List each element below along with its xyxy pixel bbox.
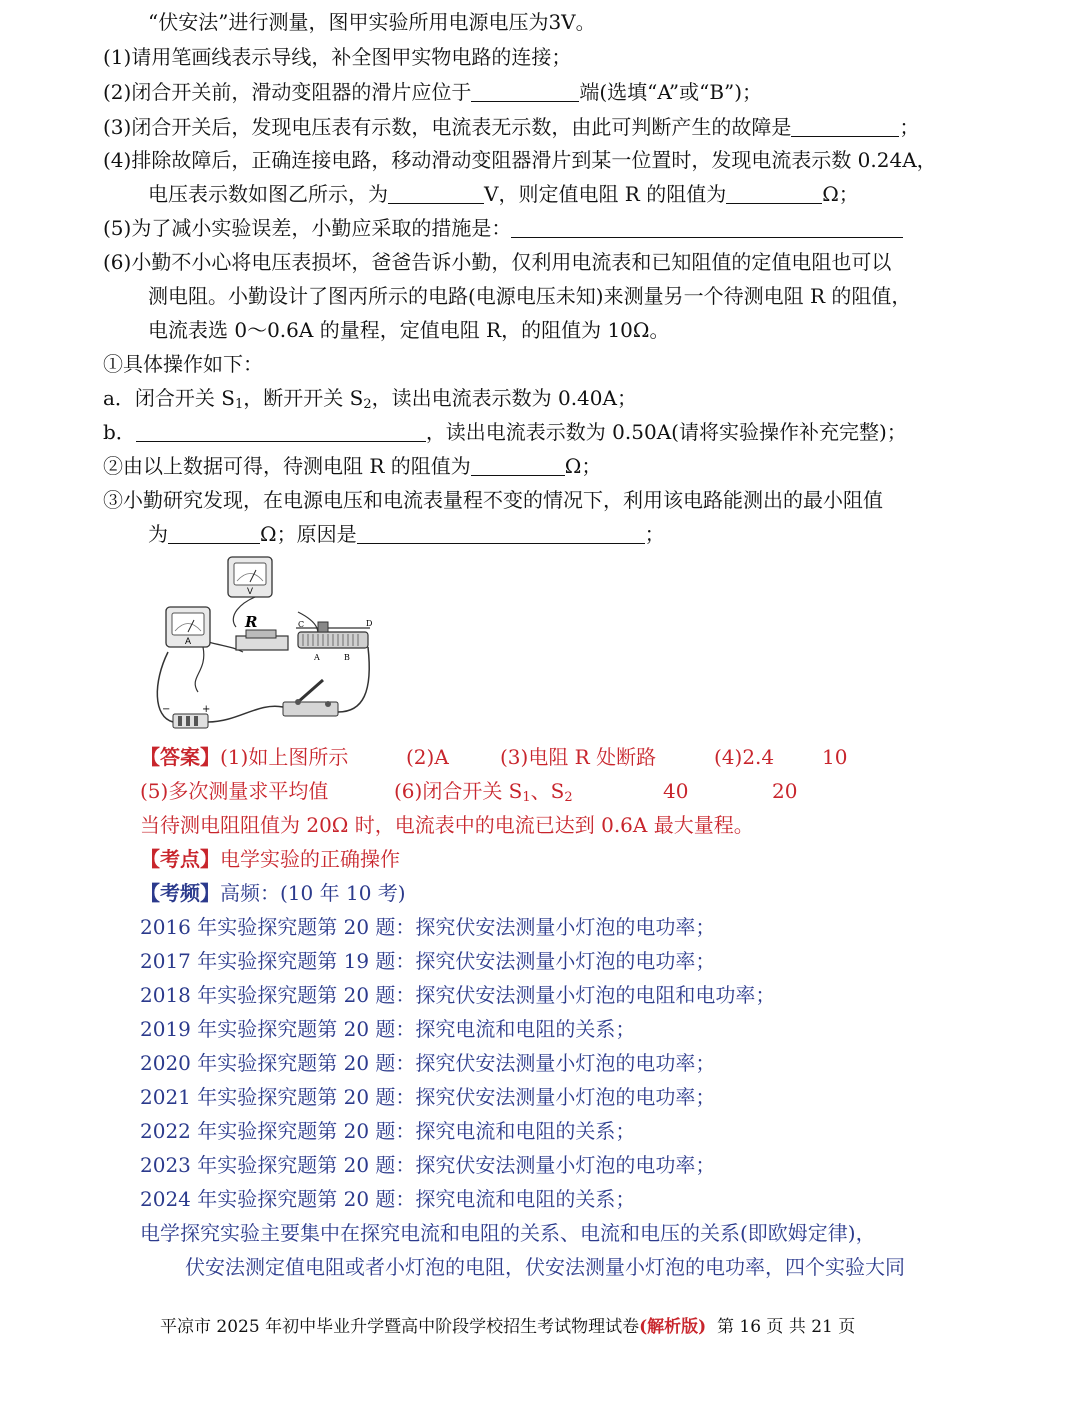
ammeter bbox=[166, 607, 210, 647]
question-4-text-a: 电压表示数如图乙所示，为 bbox=[148, 182, 388, 206]
question-6-line2: 测电阻。小勤设计了图丙所示的电路(电源电压未知)来测量另一个待测电阻 R 的阻值， bbox=[148, 284, 912, 308]
history-item: 2021 年实验探究题第 20 题：探究伏安法测量小灯泡的电功率； bbox=[140, 1085, 716, 1109]
history-item: 2017 年实验探究题第 19 题：探究伏安法测量小灯泡的电功率； bbox=[140, 949, 716, 973]
footer-title: 平凉市 2025 年初中毕业升学暨高中阶段学校招生考试物理试卷 bbox=[160, 1317, 640, 1337]
kaopin-text: 高频：(10 年 10 考) bbox=[220, 881, 406, 905]
step-3-text-c: ； bbox=[644, 522, 665, 546]
answer-reason: 当待测电阻阻值为 20Ω 时，电流表中的电流已达到 0.6A 最大量程。 bbox=[140, 813, 754, 837]
answer-4: (4)2.4 bbox=[714, 745, 775, 769]
history-item: 2024 年实验探究题第 20 题：探究电流和电阻的关系； bbox=[140, 1187, 636, 1211]
step-2 bbox=[103, 454, 601, 478]
answer-blank-step2[interactable] bbox=[471, 455, 565, 476]
step-a-sub2: 2 bbox=[363, 397, 372, 412]
answer-6-mid: 、S bbox=[530, 779, 565, 803]
question-6-line3: 电流表选 0～0.6A 的量程，定值电阻 R，的阻值为 10Ω。 bbox=[148, 318, 670, 342]
step-3-line1: ③小勤研究发现，在电源电压和电流表量程不变的情况下，利用该电路能测出的最小阻值 bbox=[103, 488, 883, 512]
answer-1: (1)如上图所示 bbox=[220, 745, 349, 769]
kaodian-line bbox=[140, 847, 400, 871]
battery bbox=[162, 704, 210, 728]
voltmeter-label: V bbox=[247, 586, 254, 596]
step-3-text-a: 为 bbox=[148, 522, 168, 546]
history-item: 2016 年实验探究题第 20 题：探究伏安法测量小灯泡的电功率； bbox=[140, 915, 716, 939]
answer-6-sub1: 1 bbox=[522, 790, 531, 805]
step-a bbox=[103, 386, 637, 417]
kaodian-text: 电学实验的正确操作 bbox=[220, 847, 400, 871]
question-1: (1)请用笔画线表示导线，补全图甲实物电路的连接； bbox=[103, 45, 572, 69]
answer-blank-4a[interactable] bbox=[388, 183, 484, 204]
step-a-post: ，读出电流表示数为 0.40A； bbox=[371, 386, 637, 410]
summary-line2: 伏安法测定值电阻或者小灯泡的电阻，伏安法测量小灯泡的电功率，四个实验大同 bbox=[185, 1255, 905, 1279]
history-item: 2022 年实验探究题第 20 题：探究电流和电阻的关系； bbox=[140, 1119, 636, 1143]
answer-40: 40 bbox=[663, 779, 689, 803]
page-footer bbox=[160, 1316, 855, 1338]
summary-line1: 电学探究实验主要集中在探究电流和电阻的关系、电流和电压的关系(即欧姆定律)， bbox=[140, 1221, 876, 1245]
kaopin-line bbox=[140, 881, 406, 905]
question-4-text-c: Ω； bbox=[822, 182, 859, 206]
question-3 bbox=[103, 115, 919, 139]
page-number: 第 16 页 共 21 页 bbox=[716, 1317, 856, 1337]
answer-blank-4b[interactable] bbox=[726, 183, 822, 204]
rheostat bbox=[296, 619, 372, 662]
terminal-b: B bbox=[344, 653, 350, 662]
answer-blank-step3a[interactable] bbox=[168, 523, 260, 544]
question-4-line1: (4)排除故障后，正确连接电路，移动滑动变阻器滑片到某一位置时，发现电流表示数 0.24A， bbox=[103, 148, 937, 172]
circuit-figure bbox=[148, 552, 388, 732]
step-1: ①具体操作如下： bbox=[103, 352, 263, 376]
answer-line2 bbox=[140, 779, 820, 803]
answer-3: (3)电阻 R 处断路 bbox=[500, 745, 657, 769]
step-a-pre: a．闭合开关 S bbox=[103, 386, 235, 410]
answer-tag: 【答案】 bbox=[140, 745, 220, 769]
intro-line: “伏安法”进行测量，图甲实验所用电源电压为3V。 bbox=[148, 10, 596, 34]
ammeter-label: A bbox=[185, 636, 192, 646]
question-2-text: (2)闭合开关前，滑动变阻器的滑片应位于 bbox=[103, 80, 472, 104]
footer-edition: (解析版) bbox=[639, 1317, 707, 1337]
answer-4b: 10 bbox=[822, 745, 848, 769]
kaopin-tag: 【考频】 bbox=[140, 881, 220, 905]
switch bbox=[283, 680, 338, 716]
step-b bbox=[103, 420, 907, 444]
answer-2: (2)A bbox=[406, 745, 449, 769]
step-b-pre: b． bbox=[103, 420, 136, 444]
question-5-text: (5)为了减小实验误差，小勤应采取的措施是： bbox=[103, 216, 512, 240]
answer-blank-3[interactable] bbox=[791, 116, 899, 137]
question-3-tail: ； bbox=[899, 115, 920, 139]
answer-blank-step3b[interactable] bbox=[357, 523, 645, 544]
history-item: 2023 年实验探究题第 20 题：探究伏安法测量小灯泡的电功率； bbox=[140, 1153, 716, 1177]
terminal-c: C bbox=[298, 620, 305, 629]
step-b-post: ，读出电流表示数为 0.50A(请将实验操作补充完整)； bbox=[425, 420, 907, 444]
answer-line1 bbox=[140, 745, 848, 769]
answer-blank-2[interactable] bbox=[471, 81, 579, 102]
voltmeter bbox=[228, 557, 272, 597]
answer-6-sub2: 2 bbox=[564, 790, 573, 805]
battery-plus: + bbox=[202, 704, 211, 715]
answer-blank-5[interactable] bbox=[511, 217, 903, 238]
history-item: 2019 年实验探究题第 20 题：探究电流和电阻的关系； bbox=[140, 1017, 636, 1041]
step-a-sub1: 1 bbox=[234, 397, 244, 412]
question-3-text: (3)闭合开关后，发现电压表有示数，电流表无示数，由此可判断产生的故障是 bbox=[103, 115, 792, 139]
step-2-text: ②由以上数据可得，待测电阻 R 的阻值为 bbox=[103, 454, 471, 478]
question-4-line2 bbox=[148, 182, 859, 206]
terminal-a: A bbox=[314, 653, 320, 662]
question-2 bbox=[103, 80, 762, 104]
terminal-d: D bbox=[366, 619, 373, 628]
step-3-line2 bbox=[148, 522, 665, 546]
question-2-tail: 端(选填“A”或“B”)； bbox=[579, 80, 763, 104]
kaodian-tag: 【考点】 bbox=[140, 847, 220, 871]
answer-20: 20 bbox=[772, 779, 798, 803]
resistor bbox=[236, 613, 288, 650]
battery-minus: − bbox=[162, 704, 171, 715]
answer-blank-b[interactable] bbox=[136, 421, 426, 442]
answer-5: (5)多次测量求平均值 bbox=[140, 779, 329, 803]
resistor-label: R bbox=[245, 613, 258, 631]
step-2-tail: Ω； bbox=[564, 454, 602, 478]
step-a-mid: ，断开开关 S bbox=[243, 386, 364, 410]
question-4-text-b: V，则定值电阻 R 的阻值为 bbox=[484, 182, 727, 206]
question-5 bbox=[103, 216, 903, 240]
history-item: 2018 年实验探究题第 20 题：探究伏安法测量小灯泡的电阻和电功率； bbox=[140, 983, 776, 1007]
step-3-text-b: Ω；原因是 bbox=[260, 522, 357, 546]
answer-6-pre: (6)闭合开关 S bbox=[394, 779, 523, 803]
history-item: 2020 年实验探究题第 20 题：探究伏安法测量小灯泡的电功率； bbox=[140, 1051, 716, 1075]
question-6-line1: (6)小勤不小心将电压表损坏，爸爸告诉小勤，仅利用电流表和已知阻值的定值电阻也可以 bbox=[103, 250, 892, 274]
